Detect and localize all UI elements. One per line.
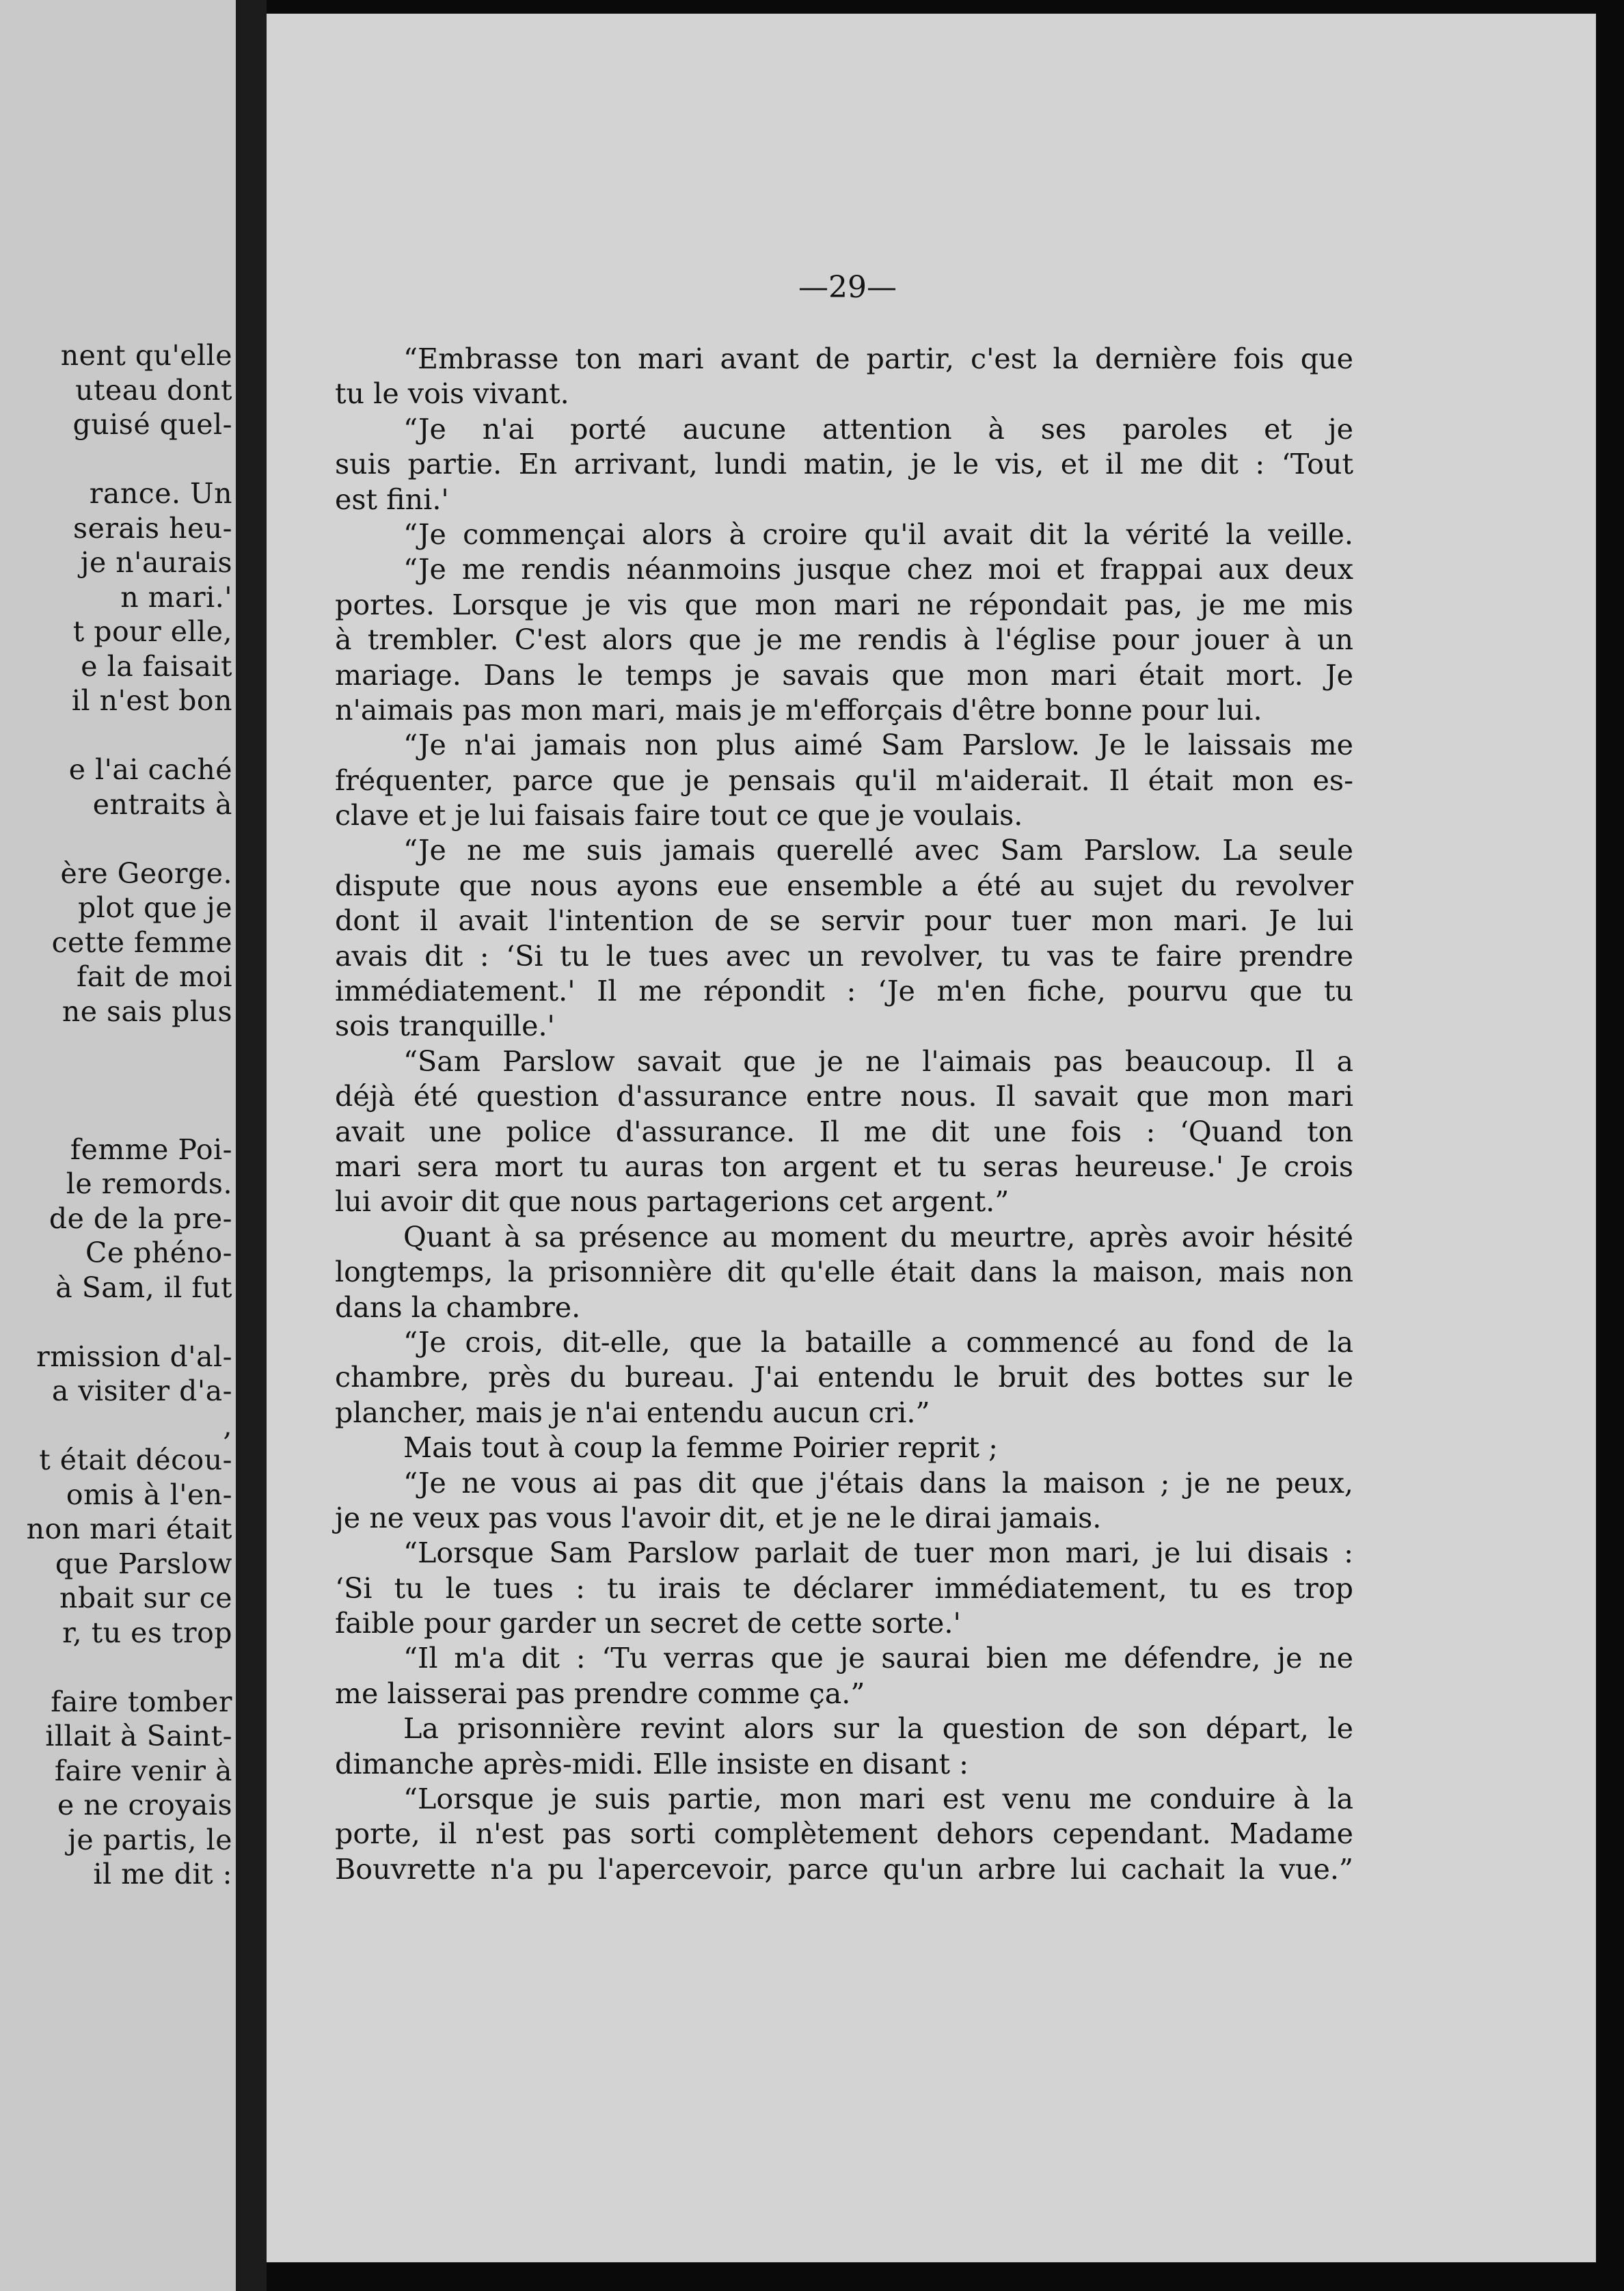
text-line: mariage. Dans le temps je savais que mon mari était mort. Je [335, 658, 1353, 692]
facing-page-line: t pour elle, [72, 615, 232, 648]
text-line: Mais tout à coup la femme Poirier reprit ; [403, 1431, 999, 1465]
text-line: me laisserai pas prendre comme ça.” [335, 1677, 865, 1710]
text-line: dimanche après-midi. Elle insiste en disant : [335, 1747, 969, 1780]
facing-page-line: à Sam, il fut [55, 1271, 232, 1304]
text-line: avait une police d'assurance. Il me dit une fois : ‘Quand ton [335, 1115, 1353, 1148]
facing-page-line: je n'aurais [80, 546, 232, 579]
text-line: “Lorsque Sam Parslow parlait de tuer mon mari, je lui disais : [403, 1536, 1353, 1570]
text-line: portes. Lorsque je vis que mon mari ne répondait pas, je me mis [335, 588, 1353, 621]
text-line: à trembler. C'est alors que je me rendis à l'église pour jouer à un [335, 623, 1353, 657]
facing-page-line: illait à Saint- [45, 1720, 232, 1752]
text-line: “Lorsque je suis partie, mon mari est venu me conduire à la [403, 1782, 1353, 1816]
text-line: “Je crois, dit-elle, que la bataille a commencé au fond de la [403, 1325, 1353, 1359]
text-line: mari sera mort tu auras ton argent et tu seras heureuse.' Je crois [335, 1150, 1353, 1183]
text-line: tu le vois vivant. [335, 377, 569, 411]
text-line: fréquenter, parce que je pensais qu'il m'aiderait. Il était mon es- [335, 763, 1353, 797]
text-line: est fini.' [335, 483, 449, 516]
text-line: faible pour garder un secret de cette sorte.' [335, 1607, 961, 1640]
text-line: n'aimais pas mon mari, mais je m'efforçais d'être bonne pour lui. [335, 693, 1262, 727]
facing-page-line: n mari.' [120, 580, 232, 614]
facing-page-line: rance. Un [89, 477, 232, 510]
facing-page-line: il n'est bon [71, 684, 232, 717]
facing-page [0, 0, 236, 2291]
text-line: “Je ne me suis jamais querellé avec Sam Parslow. La seule [403, 834, 1353, 867]
text-line: je ne veux pas vous l'avoir dit, et je ne le dirai jamais. [335, 1501, 1102, 1534]
facing-page-line: femme Poi- [70, 1133, 232, 1166]
facing-page-line: e l'ai caché [68, 753, 232, 786]
facing-page-line: t était décou- [39, 1443, 232, 1476]
facing-page-line: faire venir à [54, 1754, 232, 1787]
facing-page-line: rmission d'al- [36, 1340, 232, 1373]
text-line: dont il avait l'intention de se servir pour tuer mon mari. Je lui [335, 904, 1353, 938]
facing-page-line: uteau dont [75, 373, 232, 407]
facing-page-line: fait de moi [77, 960, 232, 993]
text-line: suis partie. En arrivant, lundi matin, je le vis, et il me dit : ‘Tout [335, 448, 1353, 481]
text-line: La prisonnière revint alors sur la question de son départ, le [403, 1712, 1353, 1746]
facing-page-line: omis à l'en- [66, 1478, 232, 1511]
text-line: porte, il n'est pas sorti complètement dehors cependant. Madame [335, 1817, 1353, 1851]
text-line: clave et je lui faisais faire tout ce que je voulais. [335, 799, 1023, 832]
text-line: lui avoir dit que nous partagerions cet argent.” [335, 1185, 1010, 1219]
text-line: “Je commençai alors à croire qu'il avait dit la vérité la veille. [403, 517, 1353, 551]
text-line: dans la chambre. [335, 1290, 581, 1324]
page-number: —29— [798, 270, 897, 305]
text-line: ‘Si tu le tues : tu irais te déclarer immédiatement, tu es trop [335, 1571, 1353, 1605]
facing-page-line: je partis, le [68, 1823, 232, 1856]
text-line: “Je n'ai jamais non plus aimé Sam Parslow. Je le laissais me [403, 729, 1353, 762]
facing-page-line: Ce phéno- [85, 1236, 232, 1269]
facing-page-line: non mari était [26, 1513, 232, 1545]
facing-page-line: ne sais plus [62, 994, 232, 1028]
text-line: avais dit : ‘Si tu le tues avec un revolver, tu vas te faire prendre [335, 939, 1353, 973]
text-line: “Embrasse ton mari avant de partir, c'est la dernière fois que [403, 342, 1353, 375]
facing-page-line: le remords. [66, 1167, 232, 1200]
book-gutter [236, 0, 267, 2291]
facing-page-line: guisé quel- [72, 408, 232, 441]
facing-page-line: e la faisait [81, 649, 232, 683]
facing-page-line: e ne croyais [57, 1789, 232, 1821]
facing-page-line: ère George. [60, 856, 232, 890]
text-line: “Je ne vous ai pas dit que j'étais dans la maison ; je ne peux, [403, 1466, 1353, 1500]
text-line: sois tranquille.' [335, 1009, 555, 1043]
text-line: dispute que nous ayons eue ensemble a été au sujet du revolver [335, 869, 1353, 902]
facing-page-line: r, tu es trop [62, 1616, 232, 1649]
facing-page-line: serais heu- [73, 511, 232, 545]
facing-page-line: a visiter d'a- [51, 1374, 232, 1407]
facing-page-line: nent qu'elle [60, 339, 232, 372]
facing-page-line: faire tomber [51, 1685, 232, 1718]
facing-page-line: nbait sur ce [59, 1582, 232, 1614]
facing-page-line: entraits à [92, 787, 232, 821]
facing-page-line: de de la pre- [49, 1202, 232, 1235]
text-line: “Il m'a dit : ‘Tu verras que je saurai bien me défendre, je ne [403, 1642, 1353, 1675]
text-line: chambre, près du bureau. J'ai entendu le bruit des bottes sur le [335, 1361, 1353, 1394]
facing-page-line: plot que je [78, 891, 232, 924]
facing-page-line: il me dit : [93, 1858, 232, 1890]
facing-page-line: cette femme [51, 925, 232, 959]
text-line: longtemps, la prisonnière dit qu'elle était dans la maison, mais non [335, 1256, 1353, 1289]
text-line: Quant à sa présence au moment du meurtre, après avoir hésité [403, 1220, 1353, 1253]
text-line: Bouvrette n'a pu l'apercevoir, parce qu'un arbre lui cachait la vue.” [335, 1852, 1353, 1886]
text-line: déjà été question d'assurance entre nous. Il savait que mon mari [335, 1080, 1353, 1113]
facing-page-line: , [223, 1409, 232, 1442]
text-line: “Je n'ai porté aucune attention à ses paroles et je [403, 412, 1353, 446]
text-line: plancher, mais je n'ai entendu aucun cri.” [335, 1396, 930, 1429]
text-line: “Je me rendis néanmoins jusque chez moi et frappai aux deux [403, 553, 1353, 586]
text-line: immédiatement.' Il me répondit : ‘Je m'en fiche, pourvu que tu [335, 975, 1353, 1008]
facing-page-line: que Parslow [55, 1547, 232, 1580]
text-line: “Sam Parslow savait que je ne l'aimais pas beaucoup. Il a [403, 1044, 1353, 1078]
body-text [335, 342, 1353, 1887]
